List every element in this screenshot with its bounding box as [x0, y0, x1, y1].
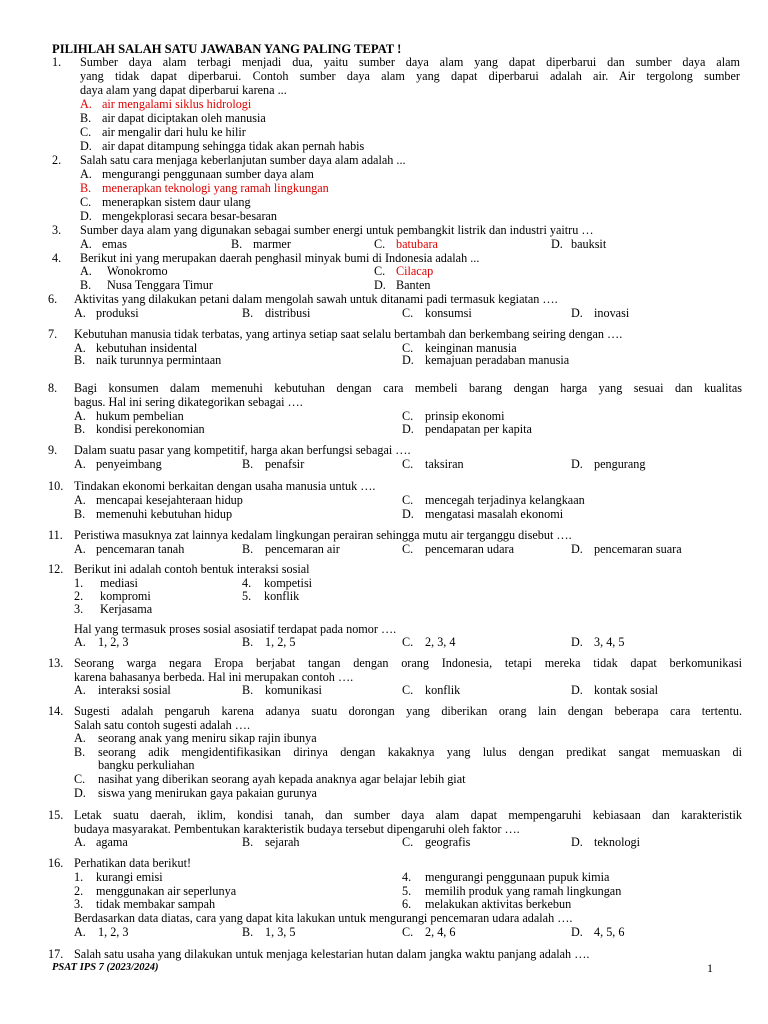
question-text: Bagi konsumen dalam memenuhi kebutuhan dengan cara membeli barang dengan harga yang sesuai dan kualitas: [74, 381, 742, 395]
option-text: keinginan manusia: [425, 341, 517, 355]
option-text: emas: [102, 237, 128, 251]
option-letter: C.: [402, 306, 414, 320]
question-number: 16.: [48, 856, 64, 870]
list-item: Kerjasama: [100, 602, 153, 616]
question-text: Hal yang termasuk proses sosial asosiatif terdapat pada nomor ….: [74, 622, 397, 636]
option-letter: B.: [242, 542, 254, 556]
option-letter: D.: [551, 237, 563, 251]
option-letter: B.: [74, 507, 86, 521]
option-letter: A.: [80, 264, 92, 278]
option-text: menerapkan sistem daur ulang: [102, 195, 251, 209]
list-item: melakukan aktivitas berkebun: [425, 897, 572, 911]
question-number: 9.: [48, 443, 58, 457]
option-letter: C.: [402, 341, 414, 355]
question-text: Berikut ini adalah contoh bentuk interaksi sosial: [74, 562, 310, 576]
question-text: Sumber daya alam yang digunakan sebagai sumber energi untuk pembangkit listrik dan industri yaitru …: [80, 223, 594, 237]
question-text: Seorang warga negara Eropa berjabat tangan dengan orang Indonesia, tetapi mereka tidak dapat berkomunikasi: [74, 656, 742, 670]
question-text: Sumber daya alam terbagi menjadi dua, yaitu sumber daya alam yang dapat diperbarui dan sumber daya alam: [80, 55, 740, 69]
option-letter: D.: [374, 278, 386, 292]
question-number: 4.: [52, 251, 62, 265]
option-text: air mengalir dari hulu ke hilir: [102, 125, 246, 139]
option-letter: B.: [80, 181, 92, 195]
option-letter: C.: [80, 195, 92, 209]
option-text-correct: batubara: [396, 237, 438, 251]
option-letter: A.: [74, 835, 86, 849]
list-item-number: 5.: [402, 884, 412, 898]
option-letter: A.: [74, 925, 86, 939]
question-number: 14.: [48, 704, 64, 718]
option-letter: B.: [242, 635, 254, 649]
option-letter: A.: [74, 683, 86, 697]
option-text: bauksit: [571, 237, 607, 251]
option-letter: B.: [242, 457, 254, 471]
question-text: Kebutuhan manusia tidak terbatas, yang artinya setiap saat selalu bertambah dan berkembang seiring dengan ….: [74, 327, 623, 341]
option-text: 2, 3, 4: [425, 635, 456, 649]
option-text: konflik: [425, 683, 461, 697]
option-letter: C.: [402, 409, 414, 423]
option-letter: D.: [571, 457, 583, 471]
option-text: 2, 4, 6: [425, 925, 456, 939]
option-letter: B.: [74, 353, 86, 367]
option-text: mengekplorasi secara besar-besaran: [102, 209, 278, 223]
option-text: 1, 3, 5: [265, 925, 296, 939]
list-item-number: 3.: [74, 897, 84, 911]
option-text: Nusa Tenggara Timur: [107, 278, 213, 292]
option-letter: A.: [80, 237, 92, 251]
list-item: mediasi: [100, 576, 138, 590]
option-text: pencemaran udara: [425, 542, 514, 556]
option-letter: B.: [231, 237, 243, 251]
option-text: air dapat ditampung sehingga tidak akan pernah habis: [102, 139, 365, 153]
option-letter: D.: [80, 139, 92, 153]
question-text: karena bahasanya berbeda. Hal ini merupakan contoh ….: [74, 670, 354, 684]
option-text: seorang adik mengidentifikasikan dirinya dengan kakaknya yang lulus dengan predikat sangat memuaskan di: [98, 745, 742, 759]
option-text-continued: bangku perkuliahan: [98, 758, 195, 772]
option-letter: A.: [74, 635, 86, 649]
list-item: kurangi emisi: [96, 870, 163, 884]
option-text: mencapai kesejahteraan hidup: [96, 493, 243, 507]
option-letter: A.: [80, 167, 92, 181]
option-letter: A.: [74, 306, 86, 320]
option-letter: B.: [74, 745, 86, 759]
option-text: 1, 2, 5: [265, 635, 296, 649]
question-text: Sugesti adalah pengaruh karena adanya suatu dorongan yang diberikan orang lain dengan beberapa cara tertentu.: [74, 704, 742, 718]
option-letter: D.: [571, 635, 583, 649]
option-text: Wonokromo: [107, 264, 168, 278]
question-text: yang tidak dapat diperbarui. Contoh sumber daya alam yang dapat diperbarui adalah air. Air tergolong sumber: [80, 69, 740, 83]
question-text: Salah satu contoh sugesti adalah ….: [74, 718, 251, 732]
option-letter: D.: [402, 422, 414, 436]
question-number: 1.: [52, 55, 62, 69]
option-text: interaksi sosial: [98, 683, 171, 697]
option-letter: C.: [374, 264, 386, 278]
option-text: prinsip ekonomi: [425, 409, 505, 423]
question-text: Peristiwa masuknya zat lainnya kedalam lingkungan perairan sehingga mutu air terganggu disebut ….: [74, 528, 572, 542]
question-text: Berikut ini yang merupakan daerah penghasil minyak bumi di Indonesia adalah ...: [80, 251, 480, 265]
option-letter: C.: [74, 772, 86, 786]
option-letter: B.: [242, 835, 254, 849]
option-letter: D.: [402, 507, 414, 521]
option-text: 4, 5, 6: [594, 925, 625, 939]
option-text: pencemaran air: [265, 542, 340, 556]
page-title: PILIHLAH SALAH SATU JAWABAN YANG PALING TEPAT !: [52, 42, 402, 56]
option-text: 1, 2, 3: [98, 925, 129, 939]
option-letter: D.: [571, 925, 583, 939]
option-letter: C.: [402, 635, 414, 649]
option-text: seorang anak yang meniru sikap rajin ibunya: [98, 731, 317, 745]
list-item: memilih produk yang ramah lingkungan: [425, 884, 622, 898]
option-letter: B.: [242, 306, 254, 320]
option-text: naik turunnya permintaan: [96, 353, 222, 367]
option-letter: B.: [242, 925, 254, 939]
question-text: daya alam yang dapat diperbarui karena ...: [80, 83, 287, 97]
list-item-number: 1.: [74, 870, 84, 884]
option-letter: D.: [74, 786, 86, 800]
list-item-number: 5.: [242, 589, 252, 603]
question-number: 17.: [48, 947, 64, 961]
option-text: komunikasi: [265, 683, 322, 697]
list-item: kompetisi: [264, 576, 313, 590]
option-text: agama: [96, 835, 128, 849]
question-number: 10.: [48, 479, 64, 493]
list-item-number: 6.: [402, 897, 412, 911]
option-letter: D.: [571, 306, 583, 320]
option-text: 3, 4, 5: [594, 635, 625, 649]
option-letter: D.: [402, 353, 414, 367]
option-letter: B.: [80, 278, 92, 292]
option-letter: C.: [402, 683, 414, 697]
question-number: 7.: [48, 327, 58, 341]
option-text: air dapat diciptakan oleh manusia: [102, 111, 266, 125]
list-item-number: 2.: [74, 589, 84, 603]
option-text: teknologi: [594, 835, 641, 849]
option-text: mengurangi penggunaan sumber daya alam: [102, 167, 314, 181]
option-text: pencemaran tanah: [96, 542, 185, 556]
option-letter: D.: [571, 835, 583, 849]
option-letter: B.: [74, 422, 86, 436]
option-letter: C.: [402, 493, 414, 507]
list-item: kompromi: [100, 589, 151, 603]
list-item: menggunakan air seperlunya: [96, 884, 237, 898]
option-text: inovasi: [594, 306, 630, 320]
question-number: 12.: [48, 562, 64, 576]
option-text: sejarah: [265, 835, 300, 849]
question-text: Tindakan ekonomi berkaitan dengan usaha manusia untuk ….: [74, 479, 376, 493]
option-text: kemajuan peradaban manusia: [425, 353, 570, 367]
option-letter: A.: [74, 341, 86, 355]
option-text: memenuhi kebutuhan hidup: [96, 507, 233, 521]
option-letter: B.: [242, 683, 254, 697]
option-text: penafsir: [265, 457, 305, 471]
option-letter: C.: [402, 835, 414, 849]
option-letter: A.: [74, 457, 86, 471]
question-text: Dalam suatu pasar yang kompetitif, harga akan berfungsi sebagai ….: [74, 443, 411, 457]
option-text: produksi: [96, 306, 139, 320]
option-letter: D.: [80, 209, 92, 223]
option-letter: A.: [74, 542, 86, 556]
list-item: tidak membakar sampah: [96, 897, 216, 911]
question-text: bagus. Hal ini sering dikategorikan sebagai ….: [74, 395, 303, 409]
option-letter: A.: [74, 731, 86, 745]
question-number: 15.: [48, 808, 64, 822]
option-text: hukum pembelian: [96, 409, 184, 423]
option-letter: A.: [74, 493, 86, 507]
option-text: kondisi perekonomian: [96, 422, 205, 436]
page-number: 1: [707, 961, 713, 975]
list-item-number: 2.: [74, 884, 84, 898]
question-text: Salah satu usaha yang dilakukan untuk menjaga kelestarian hutan dalam jangka waktu panjang adalah ….: [74, 947, 590, 961]
option-text: mencegah terjadinya kelangkaan: [425, 493, 585, 507]
question-text: Perhatikan data berikut!: [74, 856, 192, 870]
option-text: pencemaran suara: [594, 542, 682, 556]
question-number: 2.: [52, 153, 62, 167]
question-text: Salah satu cara menjaga keberlanjutan sumber daya alam adalah ...: [80, 153, 406, 167]
option-text: Banten: [396, 278, 431, 292]
option-letter: A.: [80, 97, 92, 111]
question-text: Berdasarkan data diatas, cara yang dapat kita lakukan untuk mengurangi pencemaran udara adalah ….: [74, 911, 573, 925]
list-item: mengurangi penggunaan pupuk kimia: [425, 870, 610, 884]
question-number: 6.: [48, 292, 58, 306]
option-text-correct: Cilacap: [396, 264, 434, 278]
option-text: nasihat yang diberikan seorang ayah kepada anaknya agar belajar lebih giat: [98, 772, 466, 786]
option-text: geografis: [425, 835, 471, 849]
question-text: Letak suatu daerah, iklim, kondisi tanah, dan sumber daya alam dapat mempengaruhi kebiasaan dan karakteristik: [74, 808, 742, 822]
option-text: pendapatan per kapita: [425, 422, 532, 436]
option-letter: C.: [402, 925, 414, 939]
option-text-correct: menerapkan teknologi yang ramah lingkungan: [102, 181, 329, 195]
option-letter: D.: [571, 542, 583, 556]
option-text: pengurang: [594, 457, 646, 471]
question-number: 13.: [48, 656, 64, 670]
list-item-number: 4.: [402, 870, 412, 884]
option-letter: C.: [402, 542, 414, 556]
option-text: marmer: [253, 237, 291, 251]
question-text: budaya masyarakat. Pembentukan karakteristik budaya tersebut dipengaruhi oleh faktor ….: [74, 822, 520, 836]
option-text: distribusi: [265, 306, 311, 320]
option-text-correct: air mengalami siklus hidrologi: [102, 97, 252, 111]
option-text: mengatasi masalah ekonomi: [425, 507, 564, 521]
question-number: 8.: [48, 381, 58, 395]
option-letter: C.: [80, 125, 92, 139]
option-text: 1, 2, 3: [98, 635, 129, 649]
option-letter: A.: [74, 409, 86, 423]
option-text: siswa yang menirukan gaya pakaian gurunya: [98, 786, 317, 800]
list-item: konflik: [264, 589, 300, 603]
footer-label: PSAT IPS 7 (2023/2024): [52, 962, 159, 973]
question-text: Aktivitas yang dilakukan petani dalam mengolah sawah untuk ditanami padi termasuk kegiatan ….: [74, 292, 558, 306]
option-letter: C.: [402, 457, 414, 471]
option-text: penyeimbang: [96, 457, 162, 471]
list-item-number: 1.: [74, 576, 84, 590]
question-number: 3.: [52, 223, 62, 237]
option-text: kontak sosial: [594, 683, 658, 697]
option-text: kebutuhan insidental: [96, 341, 198, 355]
list-item-number: 3.: [74, 602, 84, 616]
option-letter: C.: [374, 237, 386, 251]
question-number: 11.: [48, 528, 63, 542]
option-text: taksiran: [425, 457, 464, 471]
option-letter: D.: [571, 683, 583, 697]
list-item-number: 4.: [242, 576, 252, 590]
option-letter: B.: [80, 111, 92, 125]
option-text: konsumsi: [425, 306, 472, 320]
